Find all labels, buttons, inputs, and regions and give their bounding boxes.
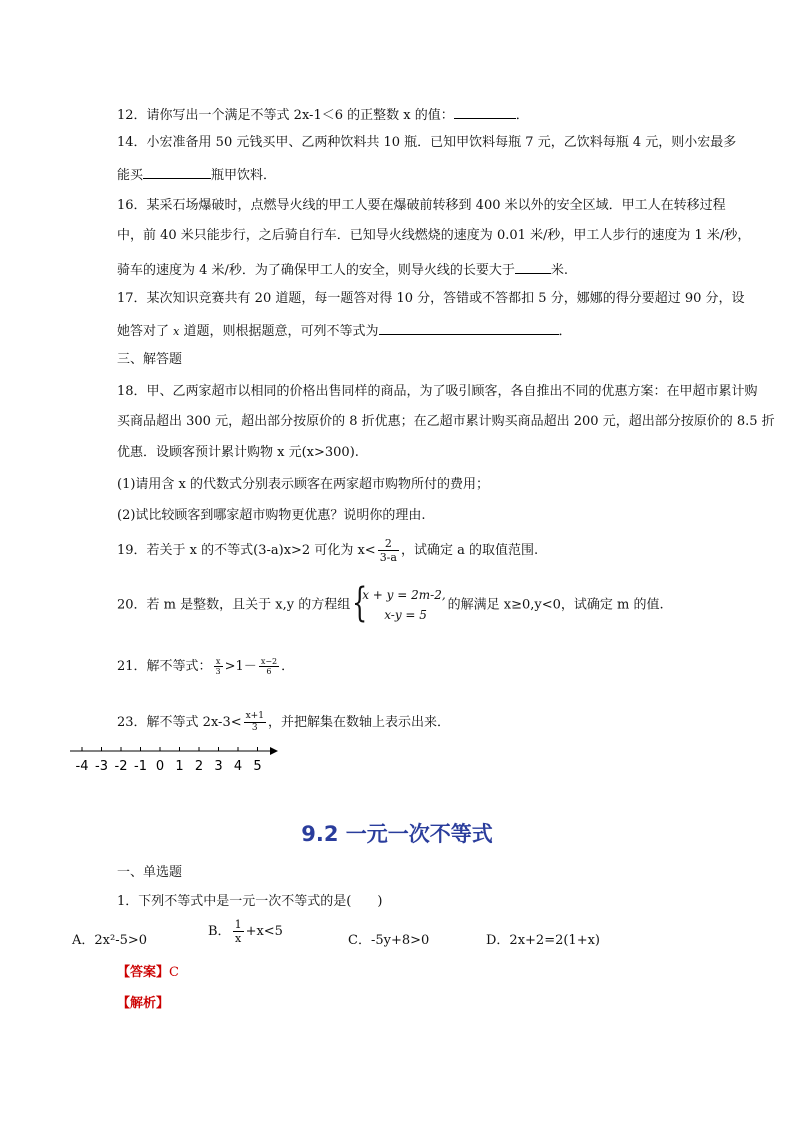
question-18-sub2: (2)试比较顾客到哪家超市购物更优惠？说明你的理由. bbox=[117, 508, 426, 523]
question-16-line2: 中，前 40 米只能步行，之后骑自行车．已知导火线燃烧的速度为 0.01 米/秒，甲工人步行的速度为 1 米/秒， bbox=[117, 228, 751, 243]
brace-icon: { bbox=[352, 580, 368, 626]
arrow-icon bbox=[270, 747, 278, 755]
question-16-line1: 16．某采石场爆破时，点燃导火线的甲工人要在爆破前转移到 400 米以外的安全区域．甲工人在转移过程 bbox=[117, 198, 726, 213]
number-line-label: 2 bbox=[194, 759, 204, 774]
analysis-line: 【解析】 bbox=[117, 996, 170, 1011]
fraction: $\frac{2}{3-a}$ bbox=[379, 537, 397, 564]
number-line-label: 1 bbox=[175, 759, 184, 774]
question-19: 19．若关于 x 的不等式(3-a)x>2 可化为 x< $\frac{2}{3-a}$ ，试确定 a 的取值范围. bbox=[117, 537, 539, 564]
question-17-line1: 17．某次知识竞赛共有 20 道题，每一题答对得 10 分，答错或不答都扣 5 分，娜娜的得分要超过 90 分，设 bbox=[117, 291, 745, 306]
fraction: $\frac{1}{x}$ bbox=[234, 918, 242, 945]
number-line-label: -2 bbox=[114, 759, 128, 774]
option-a: A．2x²-5>0 bbox=[72, 933, 148, 948]
number-line-label: 0 bbox=[155, 759, 165, 774]
number-line-label: -1 bbox=[134, 759, 147, 774]
option-c: C．-5y+8>0 bbox=[348, 933, 430, 948]
section-heading-3: 三、解答题 bbox=[117, 352, 183, 367]
fraction: $\frac{x+1}{3}$ bbox=[245, 711, 264, 733]
question-16-line3: 骑车的速度为 4 米/秒．为了确保甲工人的安全，则导火线的长要大于 米. bbox=[117, 259, 568, 280]
answer-blank bbox=[143, 164, 211, 179]
answer-blank bbox=[379, 320, 559, 335]
number-line-label: 4 bbox=[233, 759, 243, 774]
fraction: $\frac{x}{3}$ bbox=[215, 657, 221, 676]
option-b: B． $\frac{1}{x}$ +x<5 bbox=[208, 918, 283, 945]
question-18-line3: 优惠．设顾客预计累计购物 x 元(x>300). bbox=[117, 445, 359, 460]
answer-blank bbox=[454, 104, 516, 119]
answer-blank bbox=[515, 259, 551, 274]
number-line-label: 3 bbox=[214, 759, 223, 774]
number-line-label: -3 bbox=[95, 759, 108, 774]
question-21: 21．解不等式： $\frac{x}{3}$ >1－ $\frac{x-2}{6}$ ． bbox=[117, 657, 295, 676]
option-d: D．2x+2=2(1+x) bbox=[486, 933, 600, 948]
question-14-line1: 14．小宏准备用 50 元钱买甲、乙两种饮料共 10 瓶．已知甲饮料每瓶 7 元，乙饮料每瓶 4 元，则小宏最多 bbox=[117, 135, 737, 150]
equation-system: { x + y = 2m-2, x-y = 5 bbox=[352, 580, 446, 626]
number-line-label: 5 bbox=[253, 759, 262, 774]
question-12: 12．请你写出一个满足不等式 2x-1＜6 的正整数 x 的值： ． bbox=[117, 104, 529, 125]
number-line bbox=[70, 742, 280, 776]
question-17-line2: 她答对了 x 道题，则根据题意，可列不等式为 ． bbox=[117, 320, 572, 341]
question-14-line2: 能买 瓶甲饮料． bbox=[117, 164, 276, 185]
question-23: 23．解不等式 2x-3< $\frac{x+1}{3}$ ，并把解集在数轴上表示出来． bbox=[117, 711, 450, 733]
question-20: 20．若 m 是整数，且关于 x,y 的方程组 { x + y = 2m-2, x-y = 5 的解满足 x≥0,y<0，试确定 m 的值. bbox=[117, 580, 664, 626]
question-18-line1: 18．甲、乙两家超市以相同的价格出售同样的商品，为了吸引顾客，各自推出不同的优惠方案：在甲超市累计购 bbox=[117, 384, 758, 399]
section-title: 9.2 一元一次不等式 bbox=[301, 822, 493, 846]
answer-line: 【答案】C bbox=[117, 965, 179, 980]
question-18-line2: 买商品超出 300 元，超出部分按原价的 8 折优惠；在乙超市累计购买商品超出 200 元，超出部分按原价的 8.5 折 bbox=[117, 414, 775, 429]
question-1: 1．下列不等式中是一元一次不等式的是( ) bbox=[117, 894, 383, 909]
number-line-label: -4 bbox=[75, 759, 89, 774]
fraction: $\frac{x-2}{6}$ bbox=[260, 657, 278, 676]
question-18-sub1: (1)请用含 x 的代数式分别表示顾客在两家超市购物所付的费用； bbox=[117, 477, 490, 492]
section-heading-1: 一、单选题 bbox=[117, 865, 183, 880]
